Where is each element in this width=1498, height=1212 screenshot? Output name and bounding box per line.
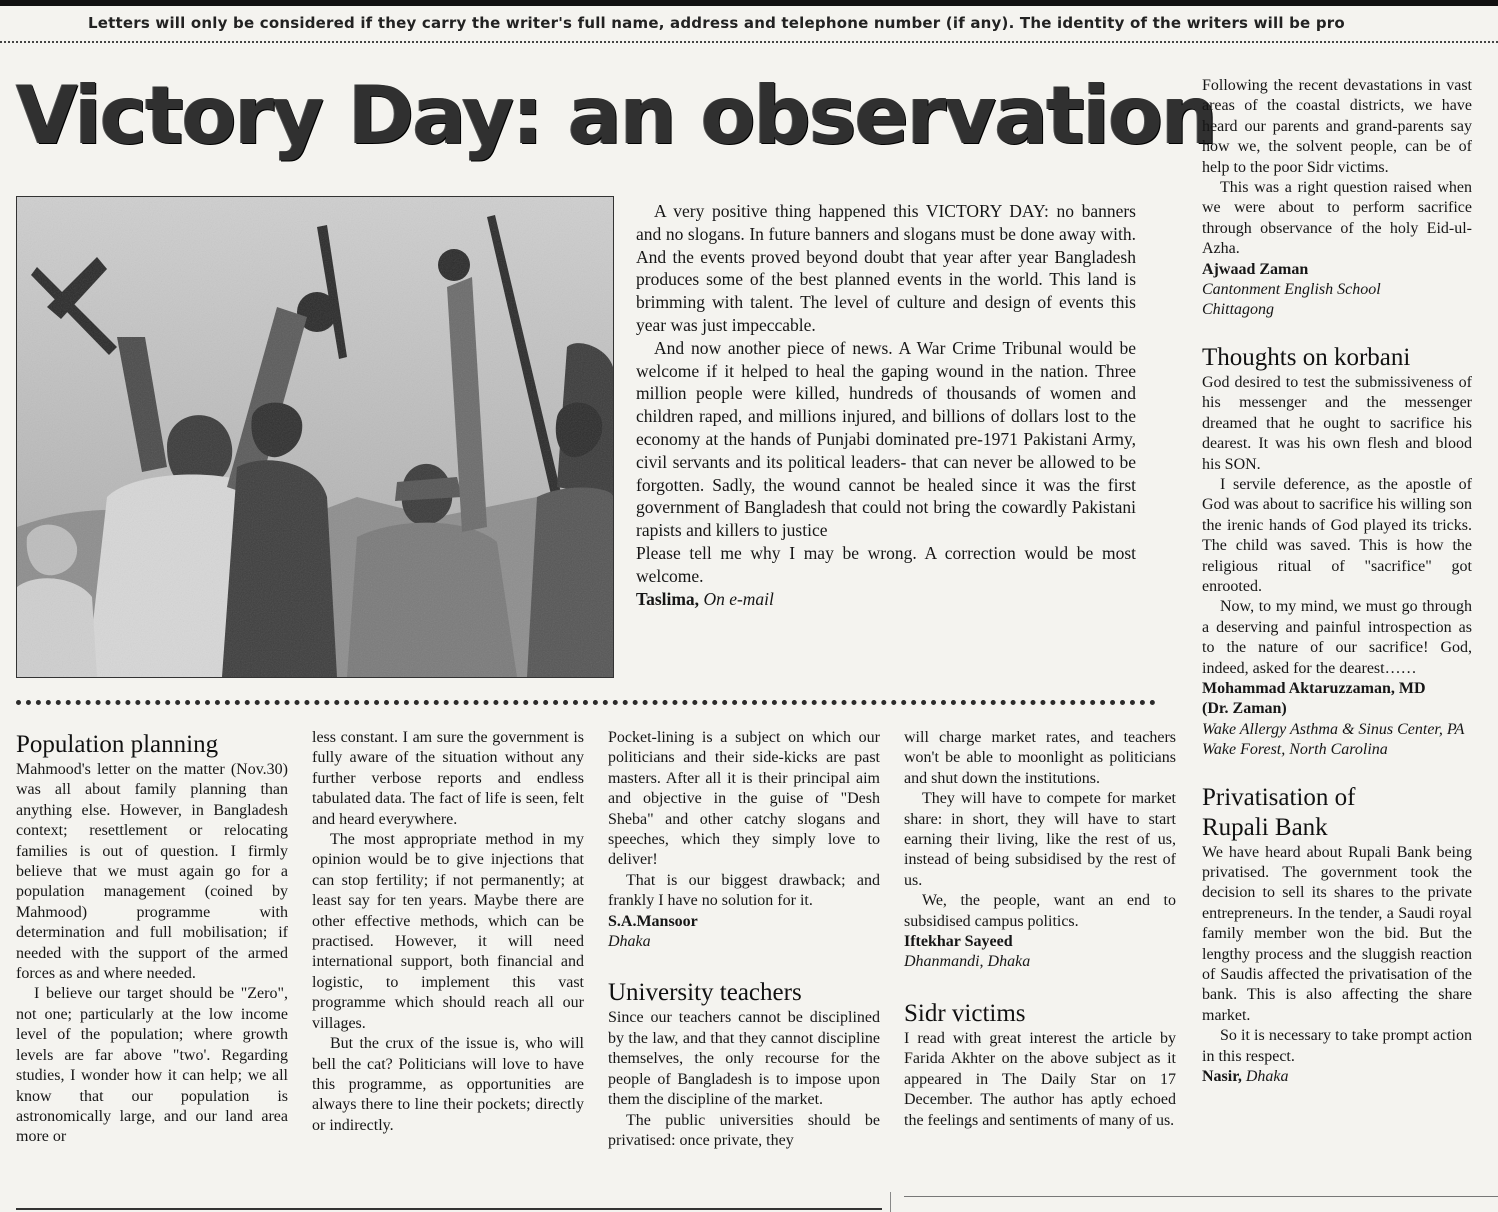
lead-signature-via: On e-mail xyxy=(703,588,774,609)
university-column-4 xyxy=(904,728,1176,1131)
university-title: University teachers xyxy=(608,979,802,1007)
sidr-title: Sidr victims xyxy=(904,999,1026,1027)
university-paragraph: We, the people, want an end to subsidised campus politics. xyxy=(904,892,1176,930)
right-column xyxy=(1202,76,1472,1087)
rupali-signature-name: Nasir, xyxy=(1202,1068,1242,1086)
sidr-paragraph: Following the recent devastations in vast areas of the coastal districts, we have heard our parents and grand-parents say how we, the solvent people, can be of help to the poor Sidr victims. xyxy=(1202,77,1472,176)
korbani-place: Wake Allergy Asthma & Sinus Center, PA xyxy=(1202,720,1465,738)
top-border xyxy=(0,0,1498,6)
sidr-place: Cantonment English School xyxy=(1202,281,1381,299)
bottom-rule xyxy=(16,1208,882,1210)
rupali-signature xyxy=(1202,1067,1472,1087)
rupali-paragraph: So it is necessary to take prompt action in this respect. xyxy=(1202,1027,1472,1065)
population-paragraph: I believe our target should be "Zero", not one; particularly at the low income level of the population; where growth levels are far above "two'. Regarding studies, I wonder how it can help; we all know that our population is astronomically large, and our land area more or xyxy=(16,985,288,1146)
university-signature: Iftekhar Sayeed xyxy=(904,933,1013,951)
sidr-paragraph: This was a right question raised when we were about to perform sacrifice through observance of the holy Eid-ul-Azha. xyxy=(1202,179,1472,258)
lead-signature-name: Taslima, xyxy=(636,588,700,609)
section-divider xyxy=(16,700,1156,705)
lead-photo xyxy=(16,196,614,678)
population-column-3 xyxy=(608,728,880,1151)
lead-paragraph: Please tell me why I may be wrong. A correction would be most welcome. xyxy=(636,542,1136,586)
korbani-title: Thoughts on korbani xyxy=(1202,343,1411,371)
university-paragraph: will charge market rates, and teachers won't be able to moonlight as politicians and shut down the institutions. xyxy=(904,729,1176,787)
korbani-paragraph: God desired to test the submissiveness of his messenger and the messenger dreamed that he ought to sacrifice his dearest. It was his own flesh and blood his SON. xyxy=(1202,373,1472,473)
population-column-2 xyxy=(312,728,584,1136)
sidr-place: Chittagong xyxy=(1202,301,1275,319)
lead-paragraph: A very positive thing happened this VICTORY DAY: no banners and no slogans. In future banners and slogans must be done away with. And the events proved beyond doubt that year after year Bangladesh produces some of the best planned events in the world. This land is brimming with talent. The level of culture and design of events this year was just impeccable. xyxy=(636,201,1136,335)
letters-disclaimer: Letters will only be considered if they carry the writer's full name, address and telephone number (if any). The identity of the writers will be pro xyxy=(88,14,1345,32)
rupali-title: Rupali Bank xyxy=(1202,813,1328,841)
university-paragraph: The public universities should be privatised: once private, they xyxy=(608,1111,880,1149)
sidr-paragraph: I read with great interest the article by Farida Akhter on the above subject as it appeared in The Daily Star on 17 December. The author has aptly echoed the feelings and sentiments of many of us. xyxy=(904,1029,1176,1129)
rupali-signature-place: Dhaka xyxy=(1245,1068,1289,1086)
lead-letter xyxy=(636,200,1136,610)
column-rule xyxy=(890,1192,891,1212)
population-title: Population planning xyxy=(16,731,219,758)
header-divider xyxy=(0,41,1498,43)
population-paragraph: The most appropriate method in my opinion would be to give injections that can stop fertility; if not permanently; at least say for ten years. Maybe there are other effective methods, which can be practised. However, it will need international support, both financial and logistic, to implement this vast programme which should reach all our villages. xyxy=(312,831,584,1032)
population-signature: S.A.Mansoor xyxy=(608,912,698,930)
lead-headline: Victory Day: an observation xyxy=(16,69,1216,162)
bottom-rule-right xyxy=(904,1196,1498,1197)
population-column-1 xyxy=(16,730,288,1148)
population-place: Dhaka xyxy=(608,933,651,951)
lead-signature xyxy=(636,588,1136,611)
university-paragraph: Since our teachers cannot be disciplined by the law, and that they cannot discipline themselves, the only recourse for the people of Bangladesh is to impose upon them the discipline of the market. xyxy=(608,1009,880,1109)
university-paragraph: They will have to compete for market share: in short, they will have to start earning their living, like the rest of us, instead of being subsidised by the rest of us. xyxy=(904,790,1176,889)
sidr-signature: Ajwaad Zaman xyxy=(1202,260,1309,278)
population-paragraph: Mahmood's letter on the matter (Nov.30) was all about family planning than anything else. However, in Bangladesh context; resettlement or relocating families is out of question. I firmly believe that we must again go for a population management (coined by Mahmood) programme with determination and full mobilisation; if needed with the support of the armed forces as and where needed. xyxy=(16,761,288,983)
population-paragraph: Pocket-lining is a subject on which our politicians and their side-kicks are past masters. After all it is their principal aim and objective in the guise of "Desh Sheba" and other catchy slogans and speeches, which they simply love to deliver! xyxy=(608,729,880,869)
korbani-place: Wake Forest, North Carolina xyxy=(1202,741,1388,759)
rupali-title: Privatisation of xyxy=(1202,783,1356,811)
photo-soldiers-celebrating-icon xyxy=(17,197,613,677)
population-paragraph: But the crux of the issue is, who will bell the cat? Politicians will love to have this programme, as opportunities are always there to line their pockets; directly or indirectly. xyxy=(312,1035,584,1134)
korbani-signature: Mohammad Aktaruzzaman, MD xyxy=(1202,679,1426,697)
lead-paragraph: And now another piece of news. A War Crime Tribunal would be welcome if it helped to heal the gaping wound in the nation. Three million people were killed, hundreds of thousands of women and children raped, and millions injured, and billions of dollars lost to the economy at the hands of Punjabi dominated pre-1971 Pakistani Army, civil servants and its political leaders- that can never be allowed to be forgotten. Sadly, the wound cannot be healed since it was the first government of Bangladesh that could not bring the cowardly Pakistani rapists and killers to justice xyxy=(636,337,1136,541)
university-place: Dhanmandi, Dhaka xyxy=(904,953,1031,971)
population-paragraph: less constant. I am sure the government is fully aware of the situation without any further verbose reports and endless tabulated data. The fact of life is seen, felt and heard everywhere. xyxy=(312,729,584,828)
population-paragraph: That is our biggest drawback; and frankly I have no solution for it. xyxy=(608,871,880,910)
korbani-signature: (Dr. Zaman) xyxy=(1202,700,1287,718)
korbani-paragraph: Now, to my mind, we must go through a deserving and painful introspection as to the nature of our sacrifice! God, indeed, asked for the dearest…… xyxy=(1202,598,1472,677)
rupali-paragraph: We have heard about Rupali Bank being privatised. The government took the decision to sell its shares to the private entrepreneurs. In the tender, a Saudi royal family member won the bid. But the lengthy process and the sluggish reaction of Saudis affected the privatisation of the bank. This is also affecting the share market. xyxy=(1202,843,1472,1024)
korbani-paragraph: I servile deference, as the apostle of God was about to sacrifice his willing son the irenic hands of God played its tricks. The child was saved. This is how the religious ritual of "sacrifice" got enrooted. xyxy=(1202,475,1472,595)
